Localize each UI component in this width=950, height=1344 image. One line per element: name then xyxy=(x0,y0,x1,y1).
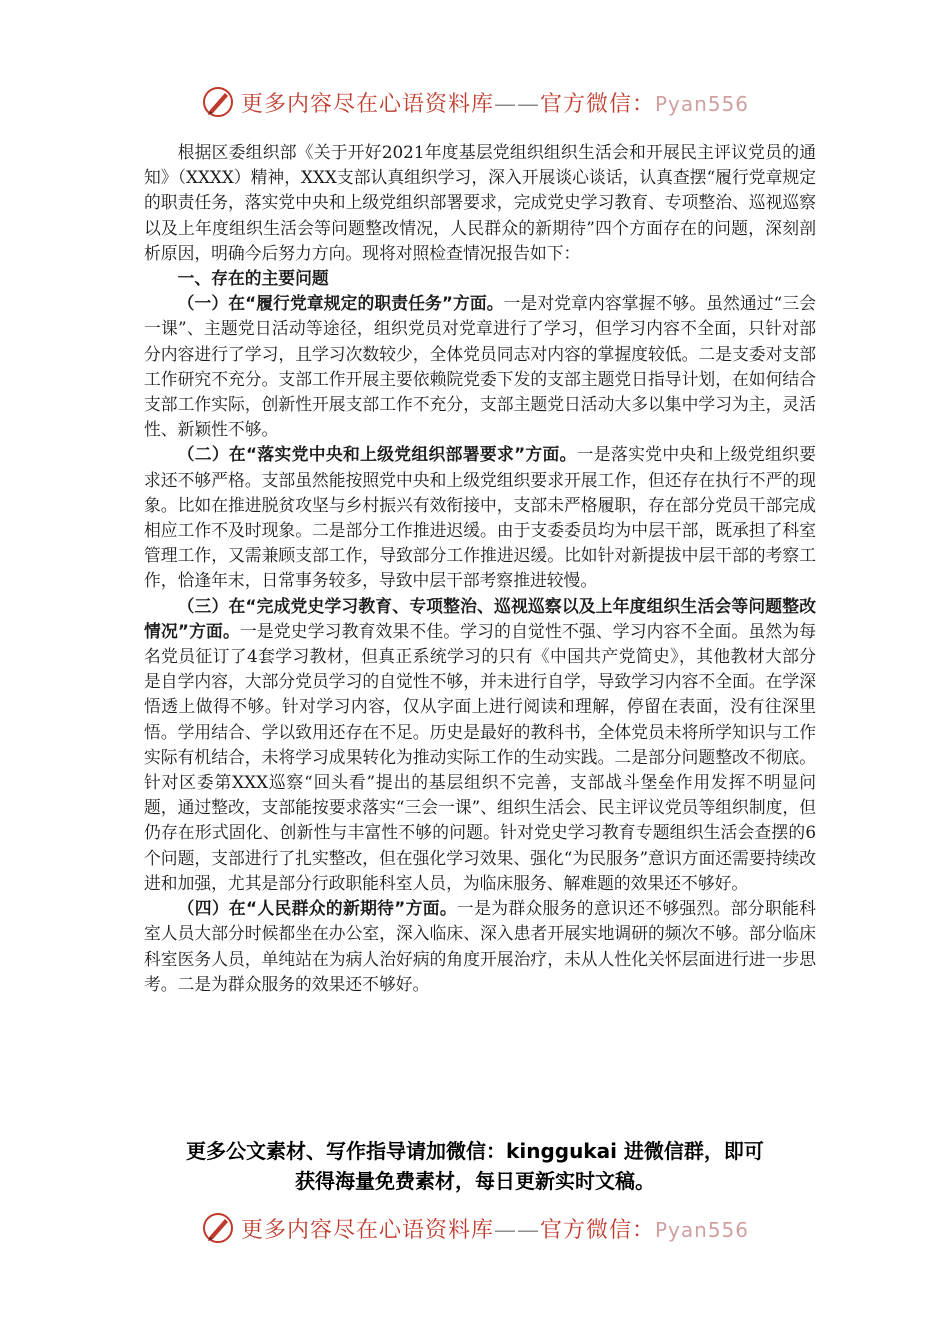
item-paragraph-4 xyxy=(144,896,816,997)
item-body: 一是党史学习教育效果不佳。学习的自觉性不强、学习内容不全面。虽然为每名党员征订了4套学习教材，但真正系统学习的只有《中国共产党简史》，其他教材大部分是自学内容，大部分党员学习的自觉性不够，并未进行自学，导致学习内容不全面。在学深悟透上做得不够。针对学习内容，仅从字面上进行阅读和理解，停留在表面，没有往深里悟。学用结合、学以致用还存在不足。历史是最好的教科书，全体党员未将所学知识与工作实际有机结合，未将学习成果转化为推动实际工作的生动实践。二是部分问题整改不彻底。针对区委第XXX巡察“回头看”提出的基层组织不完善，支部战斗堡垒作用发挥不明显问题，通过整改，支部能按要求落实“三会一课”、组织生活会、民主评议党员等组织制度，但仍存在形式固化、创新性与丰富性不够的问题。针对党史学习教育专题组织生活会查摆的6个问题，支部进行了扎实整改，但在强化学习效果、强化“为民服务”意识方面还需要持续改进和加强，尤其是部分行政职能科室人员，为临床服务、解难题的效果还不够好。 xyxy=(144,620,816,893)
banner-text xyxy=(241,1213,749,1244)
banner-contact: 官方微信： xyxy=(539,91,655,117)
item-body: 一是对党章内容掌握不够。虽然通过“三会一课”、主题党日活动等途径，组织党员对党章进行了学习，但学习内容不全面，只针对部分内容进行了学习，且学习次数较少，全体党员同志对内容的掌握度较低。二是支委对支部工作研究不充分。支部工作开展主要依赖院党委下发的支部主题党日指导计划，在如何结合支部工作实际，创新性开展支部工作不充分，支部主题党日活动大多以集中学习为主，灵活性、新颖性不够。 xyxy=(144,293,816,440)
item-lead: （二）在“落实党中央和上级党组织部署要求”方面。 xyxy=(177,444,577,465)
footer-banner xyxy=(0,1208,950,1248)
banner-dash: —— xyxy=(493,91,540,117)
banner-text xyxy=(241,87,749,118)
item-lead: （三）在“完成党史学习教育、专项整治、巡视巡察以及上年度组织生活会等问题整改情况”方面。 xyxy=(144,595,816,641)
banner-main: 更多内容尽在心语资料库 xyxy=(240,1217,494,1243)
promo-line-1: 更多公文素材、写作指导请加微信：kinggukai 进微信群，即可 xyxy=(186,1139,764,1163)
promo-notice xyxy=(120,1136,830,1196)
banner-wechat-id: Pyan556 xyxy=(655,91,750,116)
item-body: 一是落实党中央和上级党组织要求还不够严格。支部虽然能按照党中央和上级党组织要求开展工作，但还存在执行不严的现象。比如在推进脱贫攻坚与乡村振兴有效衔接中，支部未严格履职，存在部分党员干部完成相应工作不及时现象。二是部分工作推进迟缓。由于支委委员均为中层干部，既承担了科室管理工作，又需兼顾支部工作，导致部分工作推进迟缓。比如针对新提拔中层干部的考察工作，恰逢年末，日常事务较多，导致中层干部考察推进较慢。 xyxy=(144,444,816,591)
banner-main: 更多内容尽在心语资料库 xyxy=(240,91,494,117)
item-paragraph-1 xyxy=(144,291,816,442)
item-lead: （四）在“人民群众的新期待”方面。 xyxy=(177,898,457,919)
banner-contact: 官方微信： xyxy=(539,1217,655,1243)
item-lead: （一）在“履行党章规定的职责任务”方面。 xyxy=(177,293,504,314)
pen-logo-icon xyxy=(201,1211,235,1245)
intro-paragraph: 根据区委组织部《关于开好2021年度基层党组织组织生活会和开展民主评议党员的通知》（XXXX）精神，XXX支部认真组织学习，深入开展谈心谈话，认真查摆“履行党章规定的职责任务，落实党中央和上级党组织部署要求，完成党史学习教育、专项整治、巡视巡察以及上年度组织生活会等问题整改情况，人民群众的新期待”四个方面存在的问题，深刻剖析原因，明确今后努力方向。现将对照检查情况报告如下： xyxy=(144,142,816,263)
item-paragraph-3 xyxy=(144,594,816,896)
promo-line-2: 获得海量免费素材，每日更新实时文稿。 xyxy=(295,1169,655,1193)
banner-dash: —— xyxy=(493,1217,540,1243)
header-banner xyxy=(0,82,950,122)
item-paragraph-2 xyxy=(144,442,816,593)
pen-logo-icon xyxy=(201,85,235,119)
section-title: 一、存在的主要问题 xyxy=(177,268,329,289)
report-body xyxy=(144,140,816,997)
banner-wechat-id: Pyan556 xyxy=(655,1217,750,1242)
item-body: 一是为群众服务的意识还不够强烈。部分职能科室人员大部分时候都坐在办公室，深入临床、深入患者开展实地调研的频次不够。部分临床科室医务人员，单纯站在为病人治好病的角度开展治疗，未从人性化关怀层面进行进一步思考。二是为群众服务的效果还不够好。 xyxy=(144,898,816,994)
